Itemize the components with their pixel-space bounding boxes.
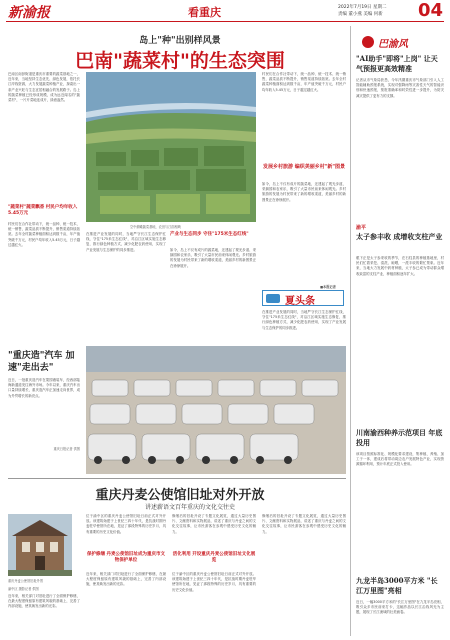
lead-photo-caption: 空中俯瞰蔬菜基地，农田与江面相映: [130, 225, 181, 229]
sidebar-news-4-title: 九龙半岛3000平方米 "长江万里图"亮相: [356, 576, 438, 595]
date-line: 2022年7月19日 星期二: [338, 5, 387, 10]
sidebar-news-3-title: 川南渝西种养示范项目 年底投用: [356, 428, 443, 447]
newspaper-logo: 新渝报: [8, 5, 50, 21]
editor-line: 责编 董小燕 美编 何新: [338, 12, 383, 17]
summer-headline-badge: [262, 290, 344, 306]
culture-photo-caption: 重庆丹麦公使馆旧址外景: [8, 579, 44, 583]
sidebar-label: 渝平: [356, 225, 367, 231]
page-number: 04: [418, 0, 444, 21]
culture-photo: [8, 514, 72, 576]
lead-photo: [86, 72, 256, 222]
lead-body-col5: 如今，岛上不仅有成片的蔬菜地，还建起了观光步道、采摘园和农家乐，吸引了大量市民前来休闲观光。乡村旅游的发展为村民带来了新的增收渠道，美丽乡村的新图景正在徐徐展开。: [262, 182, 346, 202]
culture-body-2: 近年来，相关部门对旧址进行了全面保护修缮，在最大程度保留原有建筑风貌的基础上，完善了内部设施，使其焕发出新的光彩。: [86, 572, 166, 587]
sidebar-news-1-body: 记者从市气象局获悉，今年汛期重庆市气象部门引入人工智能辅助预报系统，实现对强降雨等灾害性天气的智能识别和快速预报，预报准确率和时效性进一步提升，为防灾减灾提供了更有力的支撑。: [356, 78, 444, 98]
sidebar-divider: [350, 26, 351, 636]
culture-title: 重庆丹麦公使馆旧址对外开放: [95, 488, 265, 503]
culture-subhead-a: 保护修缮 丹麦公使馆旧址成为重庆市文物保护单位: [86, 552, 166, 563]
culture-rule: [8, 478, 346, 479]
sidebar-logo-icon: [362, 36, 374, 48]
culture-body-4: 位于渝中区的重庆丹麦公使馆旧址日前正式对外开放。该建筑始建于上世纪三四十年代，是抗战时期丹麦驻华使馆所在地，见证了那段特殊的历史岁月，具有重要的历史文化价值。: [172, 572, 256, 592]
masthead-rule: [6, 21, 444, 22]
sidebar-news-1-title: "AI助手"即将"上岗" 让天气预报更高效精准: [356, 54, 438, 73]
lead-body-col1b: 村民们在合作社带动下，统一品种、统一技术、统一销售，蔬菜品质不断提升，销售渠道持续拓宽。去年全村蔬菜种植面积达到数千亩，年产值突破千万元，村民户均年收入5.45万元，日子越过越红火。: [8, 222, 80, 247]
sidebar-news-2-title: 太子参丰收 成增收支柱产业: [356, 232, 443, 241]
sidebar-news-3-body: 该项目按照标准化、规模化要求建设，集种植、养殖、加工于一体，建成后将带动周边农户发展特色产业，实现资源循环利用，预计年底正式投入使用。: [356, 452, 444, 467]
lead-body-col1: 巴南区南彭街道是重庆市重要的蔬菜基地之一，近年来，当地坚持生态优先、绿色发展，依托长江岸线资源，大力发展蔬菜种植产业，探索出一条产业兴旺与生态宜居相融合的发展路子。岛上的蔬菜种植已经形成规模，成为远近闻名的"蔬菜村"，一片片菜地连成片，绿意盎然。: [8, 72, 80, 103]
lead-subhead-3: 发展乡村旅游 编织美丽乡村"新"图景: [263, 164, 345, 170]
culture-subtitle: 讲述薪语文百年重庆的文化交往史: [144, 504, 235, 511]
badge-icon: [266, 294, 280, 303]
left-mid-body: 近日，一批重庆造汽车在果园港装车，经西部陆海新通道发往海外市场。今年以来，重庆汽车出口量持续增长，重庆造汽车正加速走向世界，成为外贸增长的新亮点。: [8, 378, 80, 398]
sidebar-news-4-body: 近日，一幅3000平方米的"长江万里图"在九龙半岛亮相，吸引众多市民前来打卡，这幅作品以长江沿线风光为主题，展现了长江流域的壮美画卷。: [356, 600, 444, 615]
footer-caption: 渝中区 摄影记者 供图: [8, 587, 39, 591]
sidebar-logo: [356, 34, 442, 50]
lead-subhead-2: 产业与生态同步 守住"175米生态红线": [170, 232, 249, 237]
lead-body-col2: 在推进产业发展的同时，当地严守长江生态保护红线，守住"175米生态红线"，对沿江区域实施生态修复，推行绿色种植方式，减少化肥农药使用，实现了产业发展与生态保护的同步推进。: [86, 232, 166, 252]
left-mid-title: "重庆造"汽车 加速"走出去": [8, 351, 75, 373]
car-photo: [86, 346, 346, 474]
left-mid-caption: 重庆日报记者 供图: [53, 447, 80, 451]
lead-body-col3: 如今，岛上不仅有成片的蔬菜地，还建起了观光步道、采摘园和农家乐，吸引了大量市民前来休闲观光。乡村旅游的发展为村民带来了新的增收渠道，美丽乡村的新图景正在徐徐展开。: [170, 248, 256, 268]
section-title: 看重庆: [188, 6, 221, 19]
lead-body-col6: 在推进产业发展的同时，当地严守长江生态保护红线，守住"175米生态红线"，对沿江区域实施生态修复，推行绿色种植方式，减少化肥农药使用，实现了产业发展与生态保护的同步推进。: [262, 310, 346, 330]
badge-label: 夏头条: [285, 296, 315, 307]
lead-kicker: 岛上"种"出别样风景: [139, 36, 221, 46]
culture-body-1: 位于渝中区的重庆丹麦公使馆旧址日前正式对外开放。该建筑始建于上世纪三四十年代，是抗战时期丹麦驻华使馆所在地，见证了那段特殊的历史岁月，具有重要的历史文化价值。: [86, 514, 166, 534]
lead-title: 巴南"蔬菜村"的生态突围: [75, 50, 285, 72]
culture-subhead-b: 活化利用 开设重庆丹麦公使馆旧址文化展览: [172, 552, 256, 563]
sidebar-logo-text: 巴渝风: [378, 39, 408, 50]
sidebar-news-2-body: 眼下正是太子参采收的季节，在石柱县的种植基地里，村民们忙着采挖、清洗、晾晒，一派丰收的繁忙景象。近年来，当地大力发展中药材种植，太子参已成为带动群众增收致富的支柱产业，种植面积逐年扩大。: [356, 256, 444, 276]
lead-byline: ■本报记者: [320, 285, 336, 289]
lead-body-col4: 村民们在合作社带动下，统一品种、统一技术、统一销售，蔬菜品质不断提升，销售渠道持续拓宽。去年全村蔬菜种植面积达到数千亩，年产值突破千万元，村民户均年收入5.45万元，日子越过越红火。: [262, 72, 346, 92]
culture-body-3: 修缮后的旧址开设了专题文化展览，通过大量历史图片、文献资料和实物展品，讲述了重庆与丹麦之间的文化交往故事，让市民游客在参观中感受历史文化的魅力。: [172, 514, 256, 534]
lead-subhead-1: "蔬菜村"蔬菜飘香 村民户均年收入5.45万元: [8, 205, 78, 216]
masthead: [0, 0, 450, 22]
left-mid-box: [8, 346, 80, 474]
culture-body-left: 近年来，相关部门对旧址进行了全面保护修缮，在最大程度保留原有建筑风貌的基础上，完善了内部设施，使其焕发出新的光彩。: [8, 594, 80, 609]
culture-body-5: 修缮后的旧址开设了专题文化展览，通过大量历史图片、文献资料和实物展品，讲述了重庆与丹麦之间的文化交往故事，让市民游客在参观中感受历史文化的魅力。: [262, 514, 346, 534]
